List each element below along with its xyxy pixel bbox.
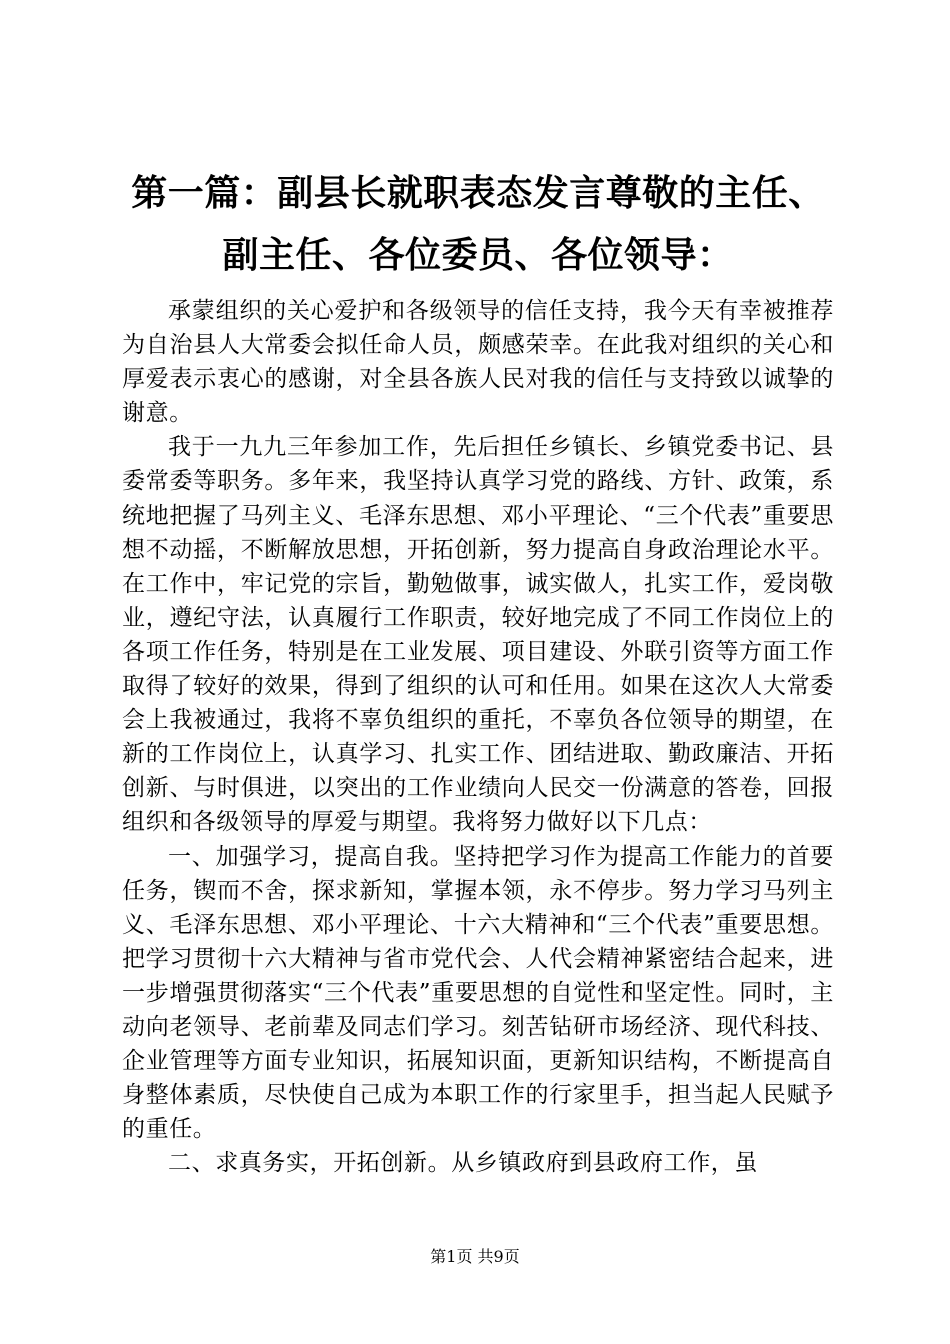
page-total: 共9页 bbox=[477, 1247, 520, 1266]
page-footer bbox=[0, 1247, 950, 1267]
paragraph: 我于一九九三年参加工作，先后担任乡镇长、乡镇党委书记、县委常委等职务。多年来，我坚持认真学习党的路线、方针、政策，系统地把握了马列主义、毛泽东思想、邓小平理论、“三个代表”重要思想不动摇，不断解放思想，开拓创新，努力提高自身政治理论水平。在工作中，牢记党的宗旨，勤勉做事，诚实做人，扎实工作，爱岗敬业，遵纪守法，认真履行工作职责，较好地完成了不同工作岗位上的各项工作任务，特别是在工业发展、项目建设、外联引资等方面工作取得了较好的效果，得到了组织的认可和任用。如果在这次人大常委会上我被通过，我将不辜负组织的重托，不辜负各位领导的期望，在新的工作岗位上，认真学习、扎实工作、团结进取、勤政廉洁、开拓创新、与时俱进，以突出的工作业绩向人民交一份满意的答卷，回报组织和各级领导的厚爱与期望。我将努力做好以下几点： bbox=[122, 434, 834, 836]
paragraph: 一、加强学习，提高自我。坚持把学习作为提高工作能力的首要任务，锲而不舍，探求新知，掌握本领，永不停步。努力学习马列主义、毛泽东思想、邓小平理论、十六大精神和“三个代表”重要思想。把学习贯彻十六大精神与省市党代会、人代会精神紧密结合起来，进一步增强贯彻落实“三个代表”重要思想的自觉性和坚定性。同时，主动向老领导、老前辈及同志们学习。刻苦钻研市场经济、现代科技、企业管理等方面专业知识，拓展知识面，更新知识结构，不断提高自身整体素质，尽快使自己成为本职工作的行家里手，担当起人民赋予的重任。 bbox=[122, 843, 834, 1143]
page-number: 第1页 bbox=[430, 1247, 473, 1266]
paragraph: 承蒙组织的关心爱护和各级领导的信任支持，我今天有幸被推荐为自治县人大常委会拟任命人员，颇感荣幸。在此我对组织的关心和厚爱表示衷心的感谢，对全县各族人民对我的信任与支持致以诚挚的谢意。 bbox=[122, 298, 834, 427]
document-body bbox=[122, 294, 834, 1180]
paragraph: 二、求真务实，开拓创新。从乡镇政府到县政府工作，虽 bbox=[168, 1150, 758, 1177]
document-title: 第一篇：副县长就职表态发言尊敬的主任、副主任、各位委员、各位领导： bbox=[131, 172, 825, 276]
